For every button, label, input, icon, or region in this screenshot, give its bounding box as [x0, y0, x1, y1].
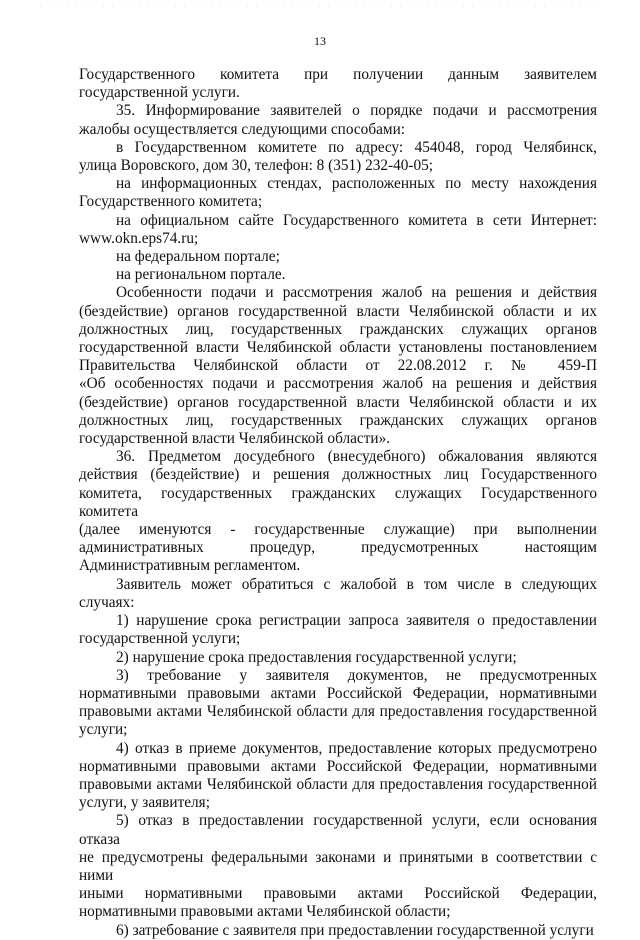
paragraph-line: в Государственном комитете по адресу: 454048, город Челябинск,: [116, 138, 597, 156]
paragraph-line: услуги;: [79, 721, 128, 739]
paragraph-line: услуги, у заявителя;: [79, 794, 210, 812]
paragraph-line: правовыми актами Челябинской области для предоставления государственной: [79, 775, 597, 793]
paragraph-line: не предусмотрены федеральными законами и принятыми в соответствии с ними: [79, 848, 597, 884]
paragraph-line: (далее именуются - государственные служащие) при выполнении: [79, 521, 597, 539]
paragraph-line: Правительства Челябинской области от 22.08.2012 г. № 459-П: [79, 357, 597, 375]
paragraph-line: Особенности подачи и рассмотрения жалоб на решения и действия: [116, 284, 597, 302]
paragraph-line: 3) требование у заявителя документов, не предусмотренных: [116, 666, 597, 684]
paragraph-line: на региональном портале.: [116, 266, 286, 284]
paragraph-line: нормативными правовыми актами Челябинской области;: [79, 903, 451, 921]
scan-artifact-line: [40, 6, 600, 7]
paragraph-line: (бездействие) органов государственной власти Челябинской области и их: [79, 393, 597, 411]
paragraph-line: 2) нарушение срока предоставления государственной услуги;: [116, 648, 517, 666]
paragraph-line: государственной услуги;: [79, 630, 241, 648]
paragraph-line: нормативными правовыми актами Российской Федерации, нормативными: [79, 684, 597, 702]
paragraph-line: Заявитель может обратиться с жалобой в том числе в следующих случаях:: [79, 575, 597, 611]
paragraph-line: Государственного комитета при получении данным заявителем: [79, 66, 597, 83]
paragraph-line: 36. Предметом досудебного (внесудебного) обжалования являются: [116, 448, 597, 466]
document-body: [79, 66, 597, 940]
paragraph-line: жалобы осуществляется следующими способами:: [79, 120, 406, 138]
paragraph-line: 35. Информирование заявителей о порядке подачи и рассмотрения: [116, 102, 597, 120]
paragraph-line: 5) отказ в предоставлении государственной услуги, если основания отказа: [79, 812, 597, 848]
paragraph-line: улица Воровского, дом 30, телефон: 8 (351) 232-40-05;: [79, 157, 434, 175]
paragraph-line: на официальном сайте Государственного комитета в сети Интернет:: [116, 211, 597, 229]
paragraph-line: административных процедур, предусмотренных настоящим: [79, 539, 597, 557]
paragraph-line: Административным регламентом.: [79, 557, 301, 575]
page-number: 13: [314, 34, 326, 48]
paragraph-line: 1) нарушение срока регистрации запроса заявителя о предоставлении: [116, 612, 597, 630]
paragraph-line: комитета, государственных гражданских служащих Государственного комитета: [79, 484, 597, 520]
paragraph-line: должностных лиц, государственных гражданских служащих органов: [79, 411, 597, 429]
paragraph-line: государственной власти Челябинской области».: [79, 430, 391, 448]
paragraph-line: 4) отказ в приеме документов, предоставление которых предусмотрено: [116, 739, 597, 757]
paragraph-line: «Об особенностях подачи и рассмотрения жалоб на решения и действия: [79, 375, 597, 393]
paragraph-line: на федеральном портале;: [116, 248, 280, 266]
paragraph-line: www.okn.eps74.ru;: [79, 229, 199, 247]
paragraph-line: государственной власти Челябинской области установлены постановлением: [79, 339, 597, 357]
paragraph-line: государственной услуги.: [79, 84, 240, 102]
paragraph-line: (бездействие) органов государственной власти Челябинской области и их: [79, 302, 597, 320]
paragraph-line: правовыми актами Челябинской области для предоставления государственной: [79, 703, 597, 721]
paragraph-line: Государственного комитета;: [79, 193, 263, 211]
paragraph-line: действия (бездействие) и решения должностных лиц Государственного: [79, 466, 597, 484]
paragraph-line: должностных лиц, государственных гражданских служащих органов: [79, 320, 597, 338]
paragraph-line: на информационных стендах, расположенных по месту нахождения: [116, 175, 597, 193]
paragraph-line: иными нормативными правовыми актами Российской Федерации,: [79, 885, 597, 903]
paragraph-line: 6) затребование с заявителя при предоставлении государственной услуги: [116, 921, 594, 939]
paragraph-line: нормативными правовыми актами Российской Федерации, нормативными: [79, 757, 597, 775]
